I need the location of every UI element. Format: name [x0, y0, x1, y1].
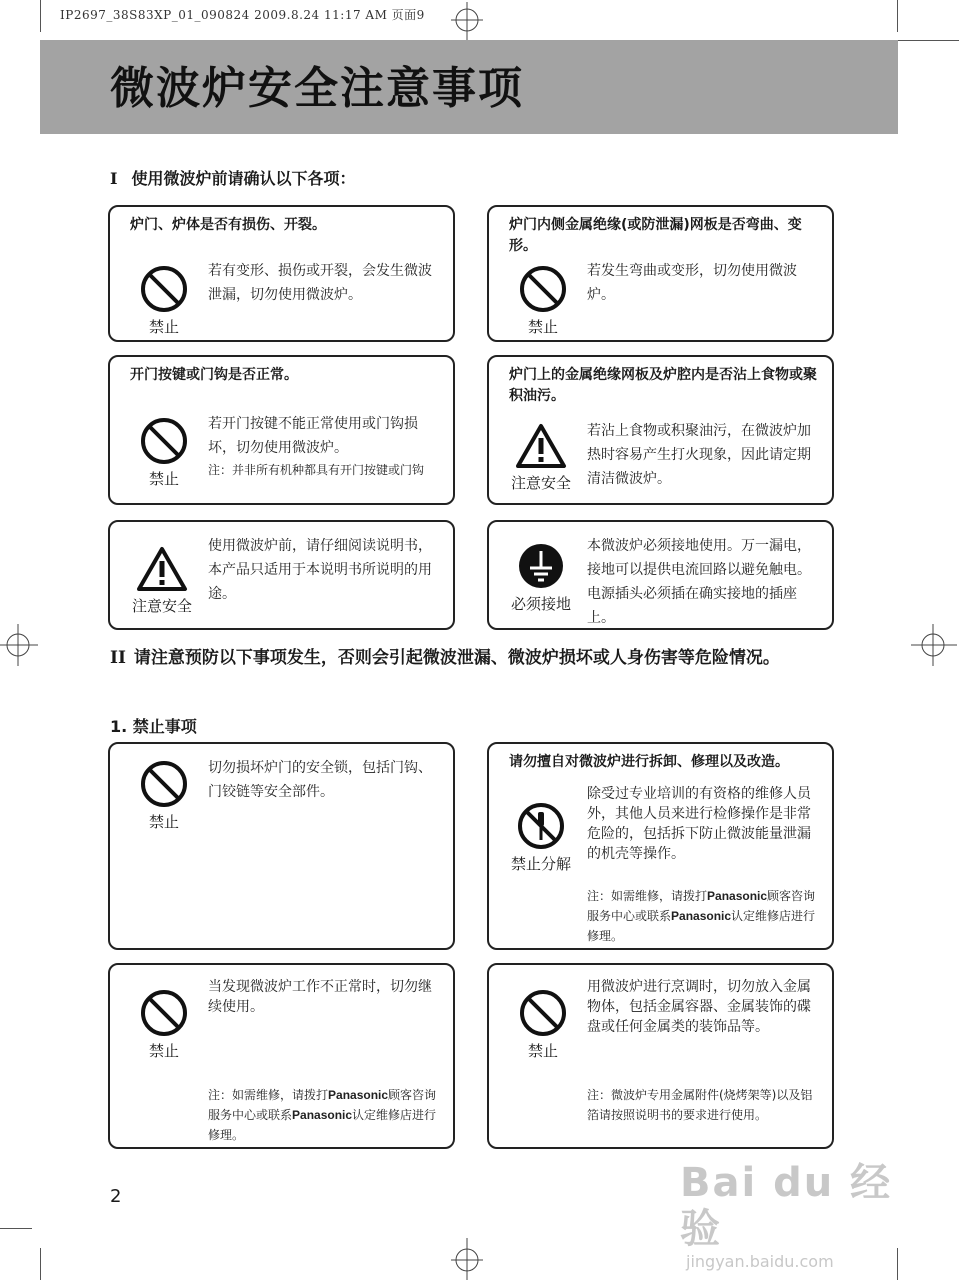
- card-body: 若有变形、损伤或开裂，会发生微波泄漏，切勿使用微波炉。: [208, 263, 432, 303]
- icon-block: [124, 989, 204, 1061]
- card-body: 除受过专业培训的有资格的维修人员外，其他人员来进行检修操作是非常危险的，包括拆下防止微波能量泄漏的机壳等操作。: [587, 786, 811, 862]
- section-1-roman: I: [110, 169, 118, 188]
- card-body: 使用微波炉前，请仔细阅读说明书，本产品只适用于本说明书所说明的用途。: [208, 538, 432, 602]
- note-suffix: 认定维修店进行修理。: [587, 909, 816, 943]
- icon-label: 禁止分解: [510, 855, 571, 873]
- card-note: 注：并非所有机种都具有开门按键或门钩: [208, 463, 425, 477]
- card-body: 切勿损坏炉门的安全锁，包括门钩、门铰链等安全部件。: [208, 760, 432, 800]
- warn-card-no-metal: [487, 963, 834, 1149]
- card-note: [587, 886, 823, 946]
- section-2-roman: II: [110, 648, 126, 668]
- card-body: 若沾上食物或积聚油污，在微波炉加热时容易产生打火现象，因此请定期清洁微波炉。: [587, 423, 811, 487]
- note-middle: 顾客咨询服务中心或联系: [587, 889, 816, 923]
- warn-card-no-disassembly: [487, 742, 834, 950]
- crop-mark-bottom-left: [40, 1248, 41, 1280]
- icon-label: 禁止: [527, 318, 558, 336]
- icon-block: [503, 989, 583, 1061]
- registration-mark-left: [0, 620, 40, 670]
- warn-card-safety-lock: [108, 742, 455, 950]
- subsection-heading: 1. 禁止事项: [110, 717, 197, 736]
- icon-block: [503, 265, 583, 337]
- section-2-text: 请注意预防以下事项发生，否则会引起微波泄漏、微波炉损坏或人身伤害等危险情况。: [133, 648, 780, 668]
- icon-block: [501, 423, 581, 493]
- icon-block: [124, 265, 204, 337]
- check-card-mesh-deform: [487, 205, 834, 342]
- crop-mark-top-h: [898, 40, 959, 41]
- card-note: [208, 1085, 444, 1145]
- registration-mark-right: [905, 620, 959, 670]
- check-card-grounding: [487, 520, 834, 630]
- card-body: 若发生弯曲或变形，切勿使用微波炉。: [587, 263, 797, 303]
- brand-name: Panasonic: [707, 889, 768, 903]
- note-suffix: 认定维修店进行修理。: [208, 1108, 437, 1142]
- crop-mark-bottom-h: [0, 1228, 32, 1229]
- registration-mark-bottom: [447, 1238, 487, 1280]
- brand-name: Panasonic: [328, 1088, 389, 1102]
- prohibition-icon: [140, 265, 188, 313]
- card-title: 炉门上的金属绝缘网板及炉腔内是否沾上食物或聚积油污。: [509, 367, 817, 404]
- prohibition-icon: [140, 760, 188, 808]
- no-disassembly-icon: [517, 802, 565, 850]
- check-card-food-grease: [487, 355, 834, 505]
- prohibition-icon: [140, 417, 188, 465]
- card-body: 当发现微波炉工作不正常时，切勿继续使用。: [208, 979, 432, 1015]
- prohibition-icon: [519, 265, 567, 313]
- warn-card-abnormal-operation: [108, 963, 455, 1149]
- baidu-watermark: [680, 1160, 910, 1271]
- icon-block: [122, 546, 202, 616]
- watermark-url: jingyan.baidu.com: [686, 1252, 834, 1271]
- brand-name: Panasonic: [671, 909, 732, 923]
- icon-label: 禁止: [148, 318, 179, 336]
- section-1-text: 使用微波炉前请确认以下各项：: [131, 169, 356, 188]
- crop-mark-top-right: [897, 0, 898, 32]
- note-prefix: 注：如需维修，请拨打: [587, 889, 708, 903]
- icon-label: 禁止: [148, 813, 179, 831]
- prohibition-icon: [519, 989, 567, 1037]
- registration-mark-top: [447, 2, 487, 42]
- crop-mark-top: [40, 0, 41, 32]
- print-header: IP2697_38S83XP_01_090824 2009.8.24 11:17 AM 页面9: [60, 8, 425, 22]
- icon-block: [501, 542, 581, 614]
- prohibition-icon: [140, 989, 188, 1037]
- card-title: 炉门、炉体是否有损伤、开裂。: [130, 217, 326, 233]
- watermark-main: Bai du 经验: [680, 1160, 893, 1252]
- icon-label: 注意安全: [131, 597, 192, 615]
- icon-label: 注意安全: [510, 474, 571, 492]
- card-body: 本微波炉必须接地使用。万一漏电，接地可以提供电流回路以避免触电。电源插头必须插在确实接地的插座上。: [587, 538, 811, 626]
- card-note: 注：微波炉专用金属附件(烧烤架等)以及铝箔请按照说明书的要求进行使用。: [587, 1088, 813, 1122]
- warning-triangle-icon: [515, 423, 567, 469]
- brand-name: Panasonic: [292, 1108, 353, 1122]
- card-title: 请勿擅自对微波炉进行拆卸、修理以及改造。: [509, 754, 789, 770]
- icon-block: [501, 802, 581, 874]
- icon-label: 禁止: [148, 470, 179, 488]
- page-title: 微波炉安全注意事项: [110, 63, 524, 114]
- warning-triangle-icon: [136, 546, 188, 592]
- note-middle: 顾客咨询服务中心或联系: [208, 1088, 437, 1122]
- title-bar: [40, 40, 898, 134]
- card-body: 用微波炉进行烹调时，切勿放入金属物体，包括金属容器、金属装饰的碟盘或任何金属类的装饰品等。: [587, 979, 811, 1035]
- card-title: 开门按键或门钩是否正常。: [130, 367, 298, 383]
- card-body: 若开门按键不能正常使用或门钩损坏，切勿使用微波炉。: [208, 416, 418, 456]
- section-1-heading: [110, 168, 356, 190]
- icon-block: [124, 417, 204, 489]
- ground-icon: [517, 542, 565, 590]
- check-card-read-manual: [108, 520, 455, 630]
- icon-label: 必须接地: [510, 595, 571, 613]
- icon-label: 禁止: [148, 1042, 179, 1060]
- section-2-heading: [110, 643, 840, 673]
- check-card-door-button: [108, 355, 455, 505]
- card-title: 炉门内侧金属绝缘(或防泄漏)网板是否弯曲、变形。: [509, 217, 802, 254]
- icon-block: [124, 760, 204, 832]
- page-number: 2: [110, 1186, 122, 1207]
- icon-label: 禁止: [527, 1042, 558, 1060]
- check-card-door-damage: [108, 205, 455, 342]
- note-prefix: 注：如需维修，请拨打: [208, 1088, 329, 1102]
